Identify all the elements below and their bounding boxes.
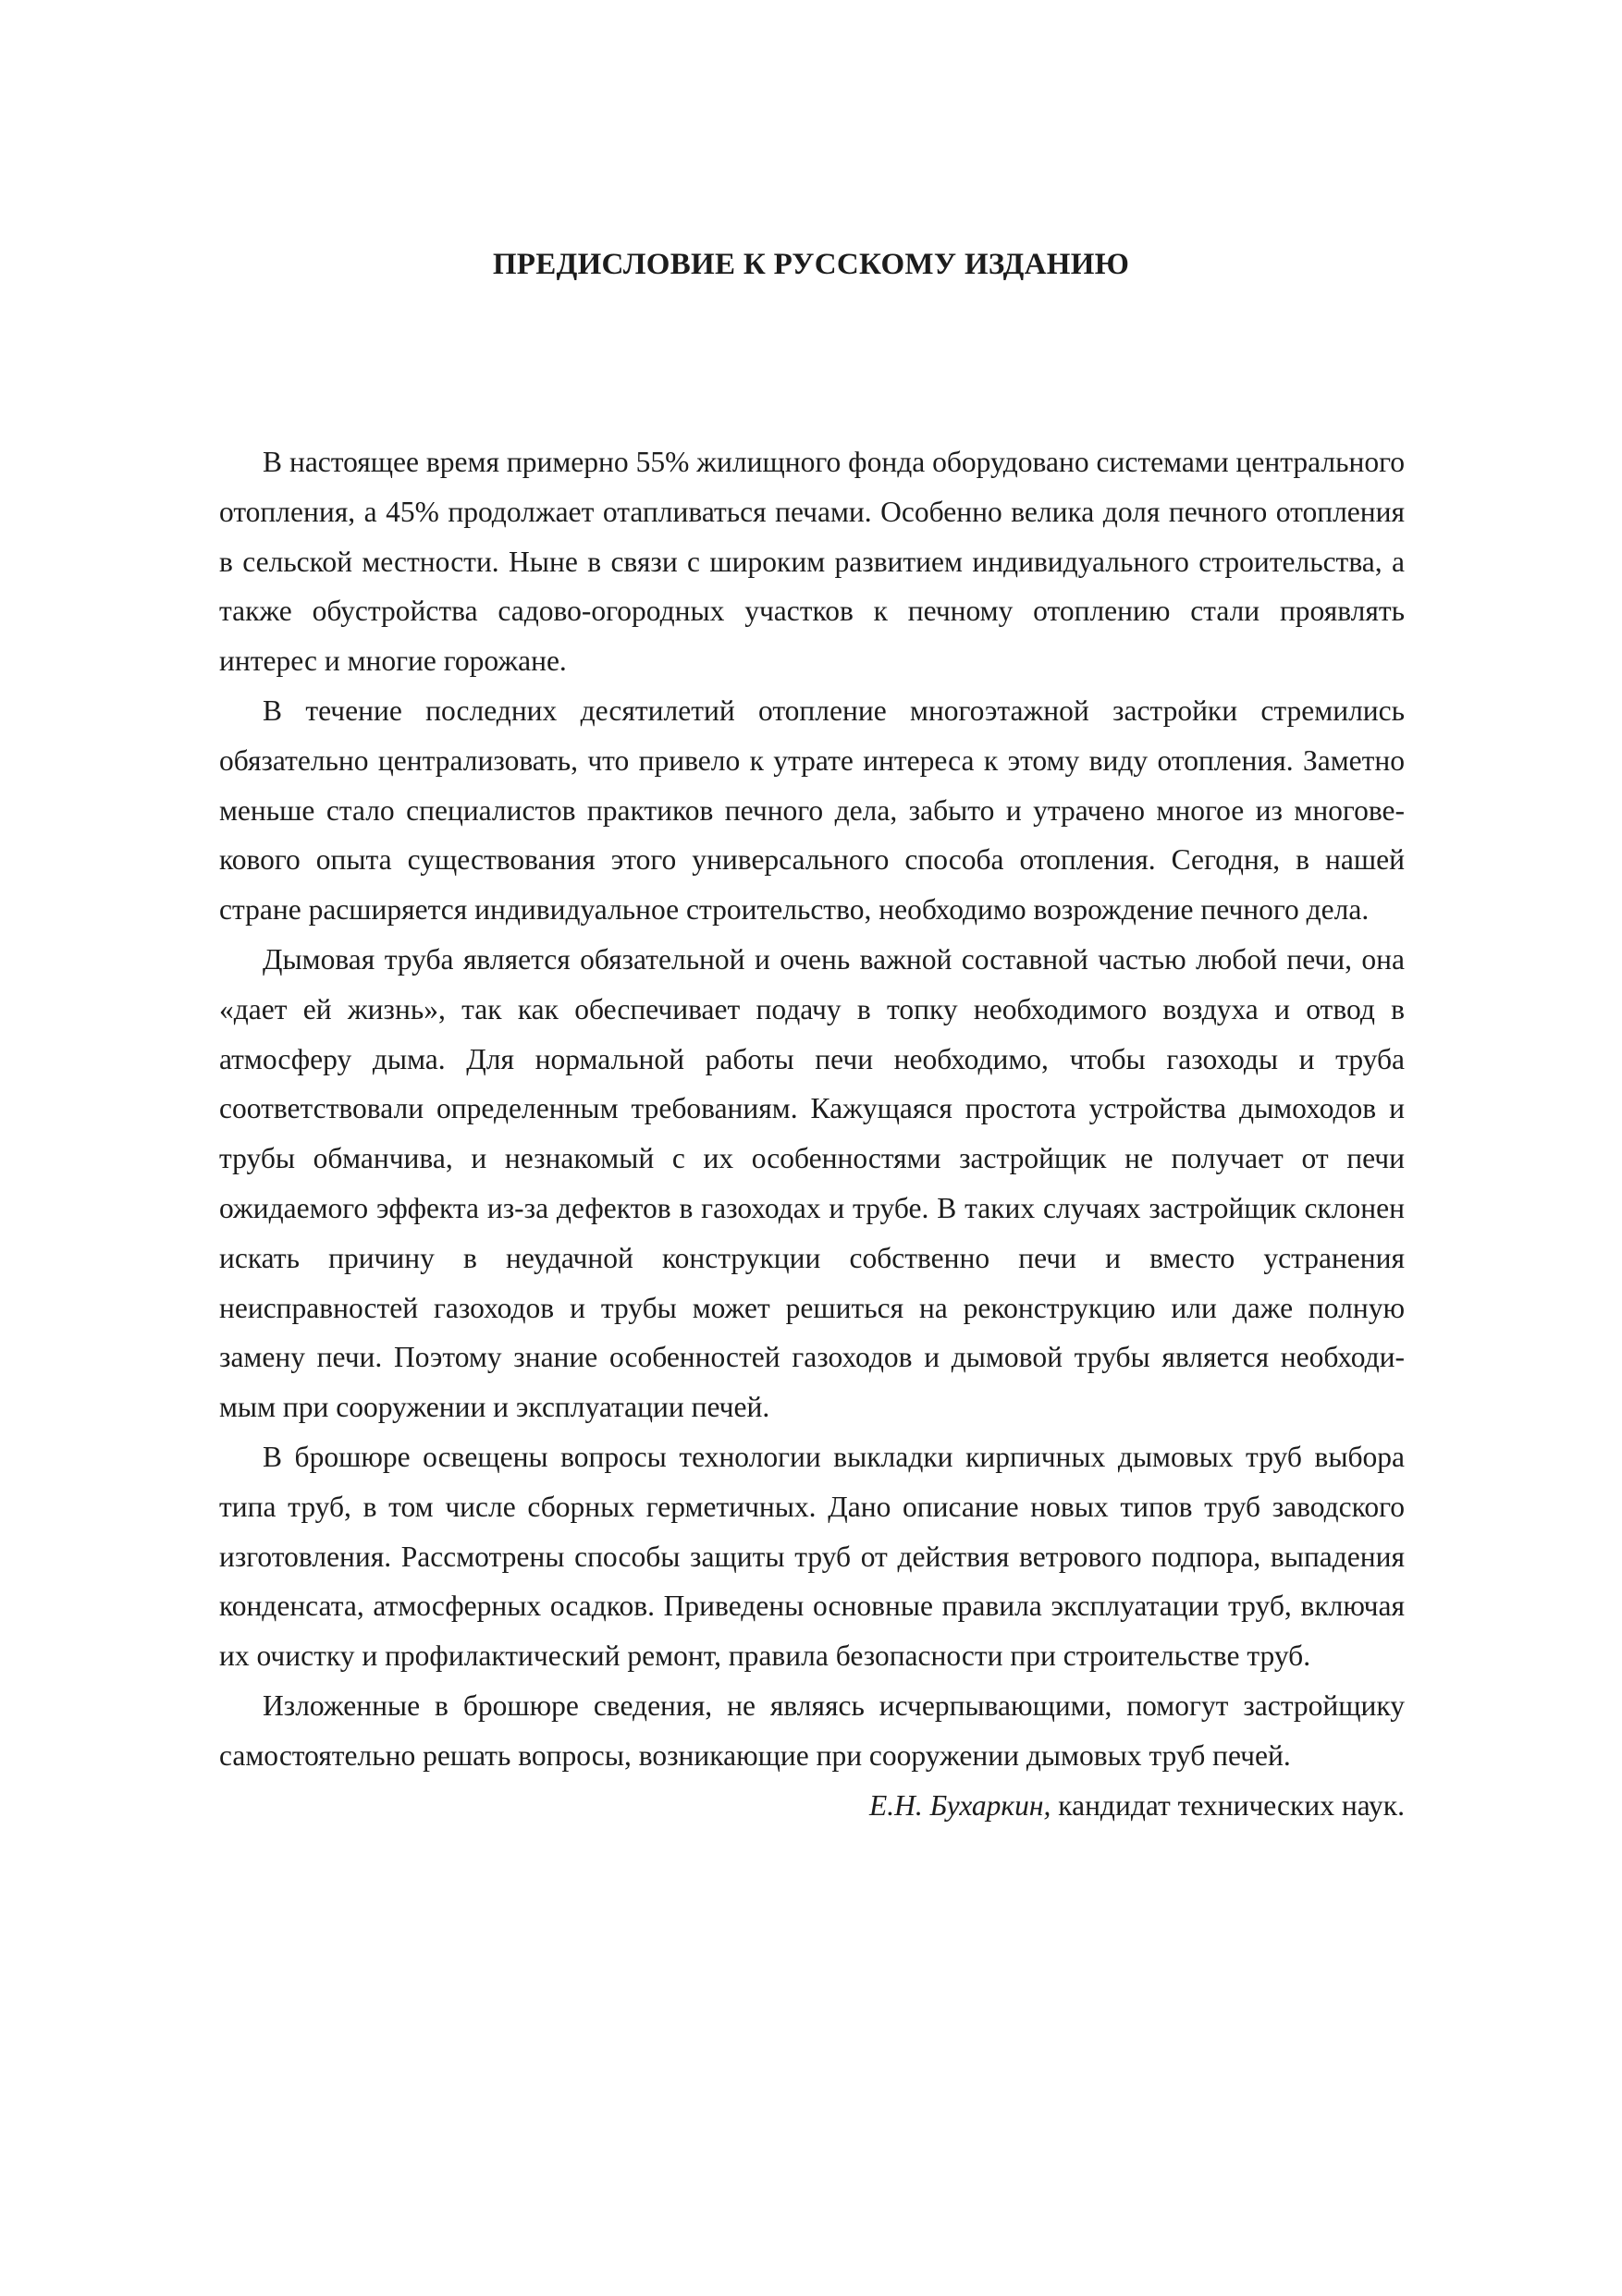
paragraph-2: В течение последних десятилетий отопление многоэтажной застройки стремились обязательно централизовать, что привело к утрате интереса к этому виду отопления. Заметно меньше стало специалистов практиков печного дела, забыто и утрачено многое из многовекового опыта существования этого универсального способа отопления. Сегодня, в нашей стране расширяется индивидуальное строительство, необходимо возрождение печного дела. [219, 694, 1405, 927]
page-title: ПРЕДИСЛОВИЕ К РУССКОМУ ИЗДАНИЮ [492, 248, 1130, 281]
author-signature [219, 1781, 1405, 1831]
preface-body [219, 437, 1405, 1830]
paragraph-3: Дымовая труба является обязательной и очень важной составной частью любой печи, она «дает ей жизнь», так как обеспечивает подачу в топку необходимого воздуха и отвод в атмосферу дыма. Для нормальной работы печи необходимо, чтобы газоходы и труба соответствовали определенным требованиям. Кажущаяся простота устройства дымоходов и трубы обманчива, и незнакомый с их особенностями застройщик не получает от печи ожидаемого эффекта из-за дефектов в газоходах и трубе. В таких случаях застройщик склонен искать причину в неудачной конструкции собственно печи и вместо устранения неисправностей газоходов и трубы может решиться на реконструкцию или даже полную замену печи. Поэтому знание особенностей газоходов и дымовой трубы является необходимым при сооружении и эксплуатации печей. [219, 942, 1405, 1424]
paragraph-4: В брошюре освещены вопросы технологии выкладки кирпичных дымовых труб выбора типа труб, в том числе сборных герметичных. Дано описание новых типов труб заводского изготовления. Рассмотрены способы защиты труб от действия ветрового подпора, выпадения конденсата, атмосферных осадков. Приведены основные правила эксплуатации труб, включая их очистку и профилактический ремонт, правила безопасности при строительстве труб. [219, 1440, 1405, 1673]
author-name: Е.Н. Бухаркин, [868, 1788, 1051, 1822]
paragraph-1: В настоящее время примерно 55% жилищного фонда оборудовано системами центрального отопления, а 45% продолжает отапливаться печами. Особенно велика доля печного отопления в сельской местности. Ныне в связи с широким развитием индивидуального строительства, а также обустройства садово-огородных участков к печному отоплению стали проявлять интерес и многие горожане. [219, 446, 1405, 678]
author-title: кандидат технических наук. [1058, 1788, 1405, 1822]
paragraph-5: Изложенные в брошюре сведения, не являясь исчерпывающими, помогут застройщику самостоятельно решать вопросы, возникающие при сооружении дымовых труб печей. [219, 1688, 1405, 1772]
